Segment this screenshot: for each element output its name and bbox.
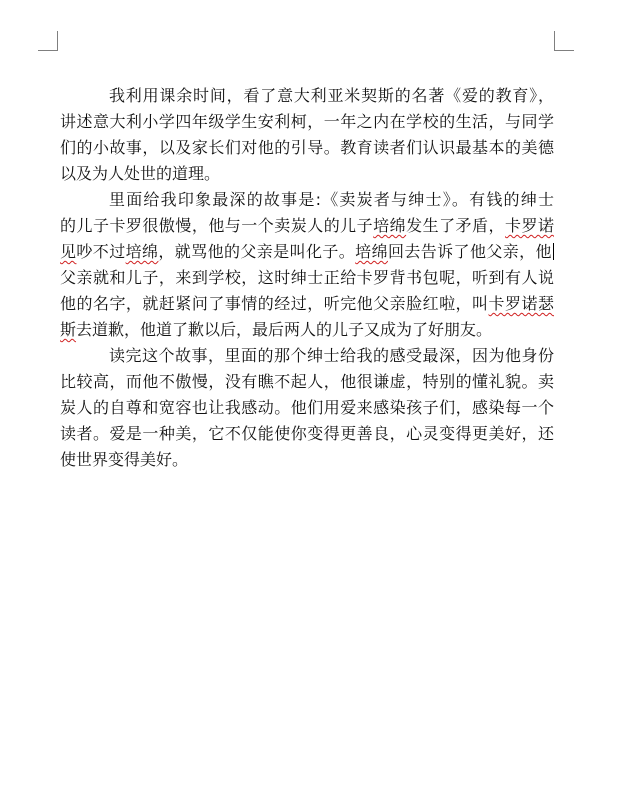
- spellcheck-flagged-word[interactable]: 培绵: [373, 216, 407, 235]
- spellcheck-flagged-word[interactable]: 培绵: [125, 242, 159, 261]
- text-line: 的儿子卡罗很傲慢，他与一个卖炭人的儿子培绵发生了矛盾，卡罗诺: [60, 216, 554, 235]
- text-line: 父亲就和儿子，来到学校，这时绅士正给卡罗背书包呢，听到有人说: [60, 268, 554, 287]
- text-line: 使世界变得美好。: [60, 450, 189, 469]
- top-left-margin-mark: [38, 31, 58, 51]
- text-line: 他的名字，就赶紧问了事情的经过，听完他父亲脸红啦，叫卡罗诺瑟: [60, 294, 554, 313]
- text-line: 炭人的自尊和宽容也让我感动。他们用爱来感染孩子们，感染每一个: [60, 398, 554, 417]
- text-line: 里面给我印象最深的故事是:《卖炭者与绅士》。有钱的绅士: [109, 190, 554, 209]
- paragraph-1[interactable]: [60, 83, 554, 187]
- paragraph-3[interactable]: [60, 343, 554, 473]
- text-line: 读者。爱是一种美，它不仅能使你变得更善良，心灵变得更美好，还: [60, 424, 554, 443]
- text-line: 见吵不过培绵，就骂他的父亲是叫化子。培绵回去告诉了他父亲，他: [60, 242, 552, 261]
- text-line: 我利用课余时间，看了意大利亚米契斯的名著《爱的教育》，: [109, 86, 554, 105]
- text-cursor: [553, 243, 554, 260]
- spellcheck-flagged-word[interactable]: 卡罗诺: [505, 216, 554, 235]
- spellcheck-flagged-word[interactable]: 卡罗诺瑟: [488, 294, 554, 313]
- text-line: 们的小故事，以及家长们对他的引导。教育读者们认识最基本的美德: [60, 138, 554, 157]
- spellcheck-flagged-word[interactable]: 见: [60, 242, 77, 261]
- top-right-margin-mark: [554, 31, 574, 51]
- text-line: 以及为人处世的道理。: [60, 164, 221, 183]
- text-line: 比较高，而他不傲慢，没有瞧不起人，他很谦虚，特别的懂礼貌。卖: [60, 372, 554, 391]
- text-line: 读完这个故事，里面的那个绅士给我的感受最深，因为他身份: [109, 346, 554, 365]
- spellcheck-flagged-word[interactable]: 培绵: [355, 242, 388, 261]
- text-line: 斯去道歉，他道了歉以后，最后两人的儿子又成为了好朋友。: [60, 320, 493, 339]
- document-body[interactable]: [60, 83, 554, 473]
- paragraph-2[interactable]: [60, 187, 554, 343]
- spellcheck-flagged-word[interactable]: 斯: [60, 320, 77, 339]
- text-line: 讲述意大利小学四年级学生安利柯，一年之内在学校的生活，与同学: [60, 112, 554, 131]
